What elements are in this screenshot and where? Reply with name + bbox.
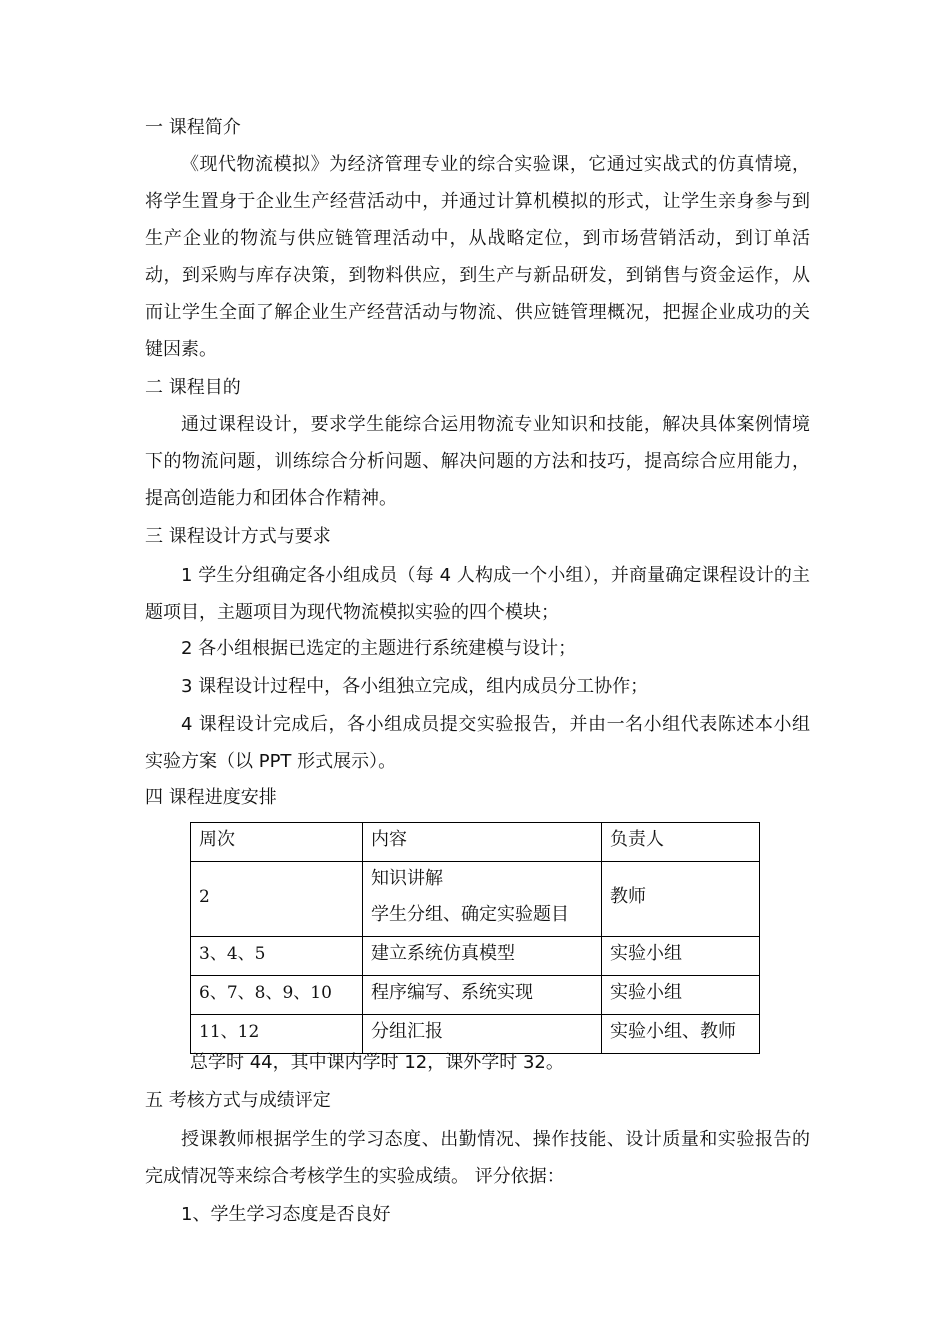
method-item-1: 1 学生分组确定各小组成员（每 4 人构成一个小组），并商量确定课程设计的主题项目，主题项目为现代物流模拟实验的四个模块； [145, 565, 810, 623]
section-heading-schedule: 四 课程进度安排 [145, 787, 277, 808]
table-cell-week: 2 [191, 862, 363, 937]
table-cell-owner: 教师 [602, 862, 760, 937]
table-cell-week: 3、4、5 [191, 937, 363, 976]
section-heading-assessment: 五 考核方式与成绩评定 [145, 1090, 331, 1111]
table-cell-owner: 实验小组 [602, 976, 760, 1015]
table-row [191, 862, 760, 937]
paragraph-assessment: 授课教师根据学生的学习态度、出勤情况、操作技能、设计质量和实验报告的完成情况等来综合考核学生的实验成绩。 评分依据： [145, 1129, 810, 1187]
table-cell-content [363, 862, 602, 937]
table-cell-content-line: 知识讲解 [371, 868, 443, 889]
table-cell-content: 程序编写、系统实现 [363, 976, 602, 1015]
table-cell-content-line: 学生分组、确定实验题目 [371, 904, 569, 925]
table-header-week: 周次 [191, 823, 363, 862]
table-cell-week: 6、7、8、9、10 [191, 976, 363, 1015]
section-heading-method: 三 课程设计方式与要求 [145, 526, 331, 547]
table-header-row [191, 823, 760, 862]
table-header-content: 内容 [363, 823, 602, 862]
section-heading-intro: 一 课程简介 [145, 117, 241, 138]
table-row [191, 1015, 760, 1054]
table-cell-week: 11、12 [191, 1015, 363, 1054]
table-row [191, 976, 760, 1015]
method-item-3: 3 课程设计过程中，各小组独立完成，组内成员分工协作； [181, 676, 649, 697]
table-cell-owner: 实验小组、教师 [602, 1015, 760, 1054]
schedule-table [190, 822, 760, 1054]
table-cell-owner: 实验小组 [602, 937, 760, 976]
table-cell-content: 建立系统仿真模型 [363, 937, 602, 976]
paragraph-purpose: 通过课程设计，要求学生能综合运用物流专业知识和技能，解决具体案例情境下的物流问题，训练综合分析问题、解决问题的方法和技巧，提高综合应用能力，提高创造能力和团体合作精神。 [145, 414, 810, 509]
paragraph-intro: 《现代物流模拟》为经济管理专业的综合实验课，它通过实战式的仿真情境，将学生置身于企业生产经营活动中，并通过计算机模拟的形式，让学生亲身参与到生产企业的物流与供应链管理活动中，从战略定位，到市场营销活动，到订单活动，到采购与库存决策，到物料供应，到生产与新品研发，到销售与资金运作，从而让学生全面了解企业生产经营活动与物流、供应链管理概况，把握企业成功的关键因素。 [145, 154, 810, 360]
section-heading-purpose: 二 课程目的 [145, 377, 241, 398]
total-hours-note: 总学时 44，其中课内学时 12，课外学时 32。 [190, 1052, 564, 1073]
table-header-owner: 负责人 [602, 823, 760, 862]
assessment-item-1: 1、学生学习态度是否良好 [181, 1204, 391, 1225]
table-cell-content: 分组汇报 [363, 1015, 602, 1054]
table-row [191, 937, 760, 976]
method-item-4: 4 课程设计完成后，各小组成员提交实验报告，并由一名小组代表陈述本小组实验方案（以 PPT 形式展示）。 [145, 714, 810, 772]
method-item-2: 2 各小组根据已选定的主题进行系统建模与设计； [181, 638, 577, 659]
